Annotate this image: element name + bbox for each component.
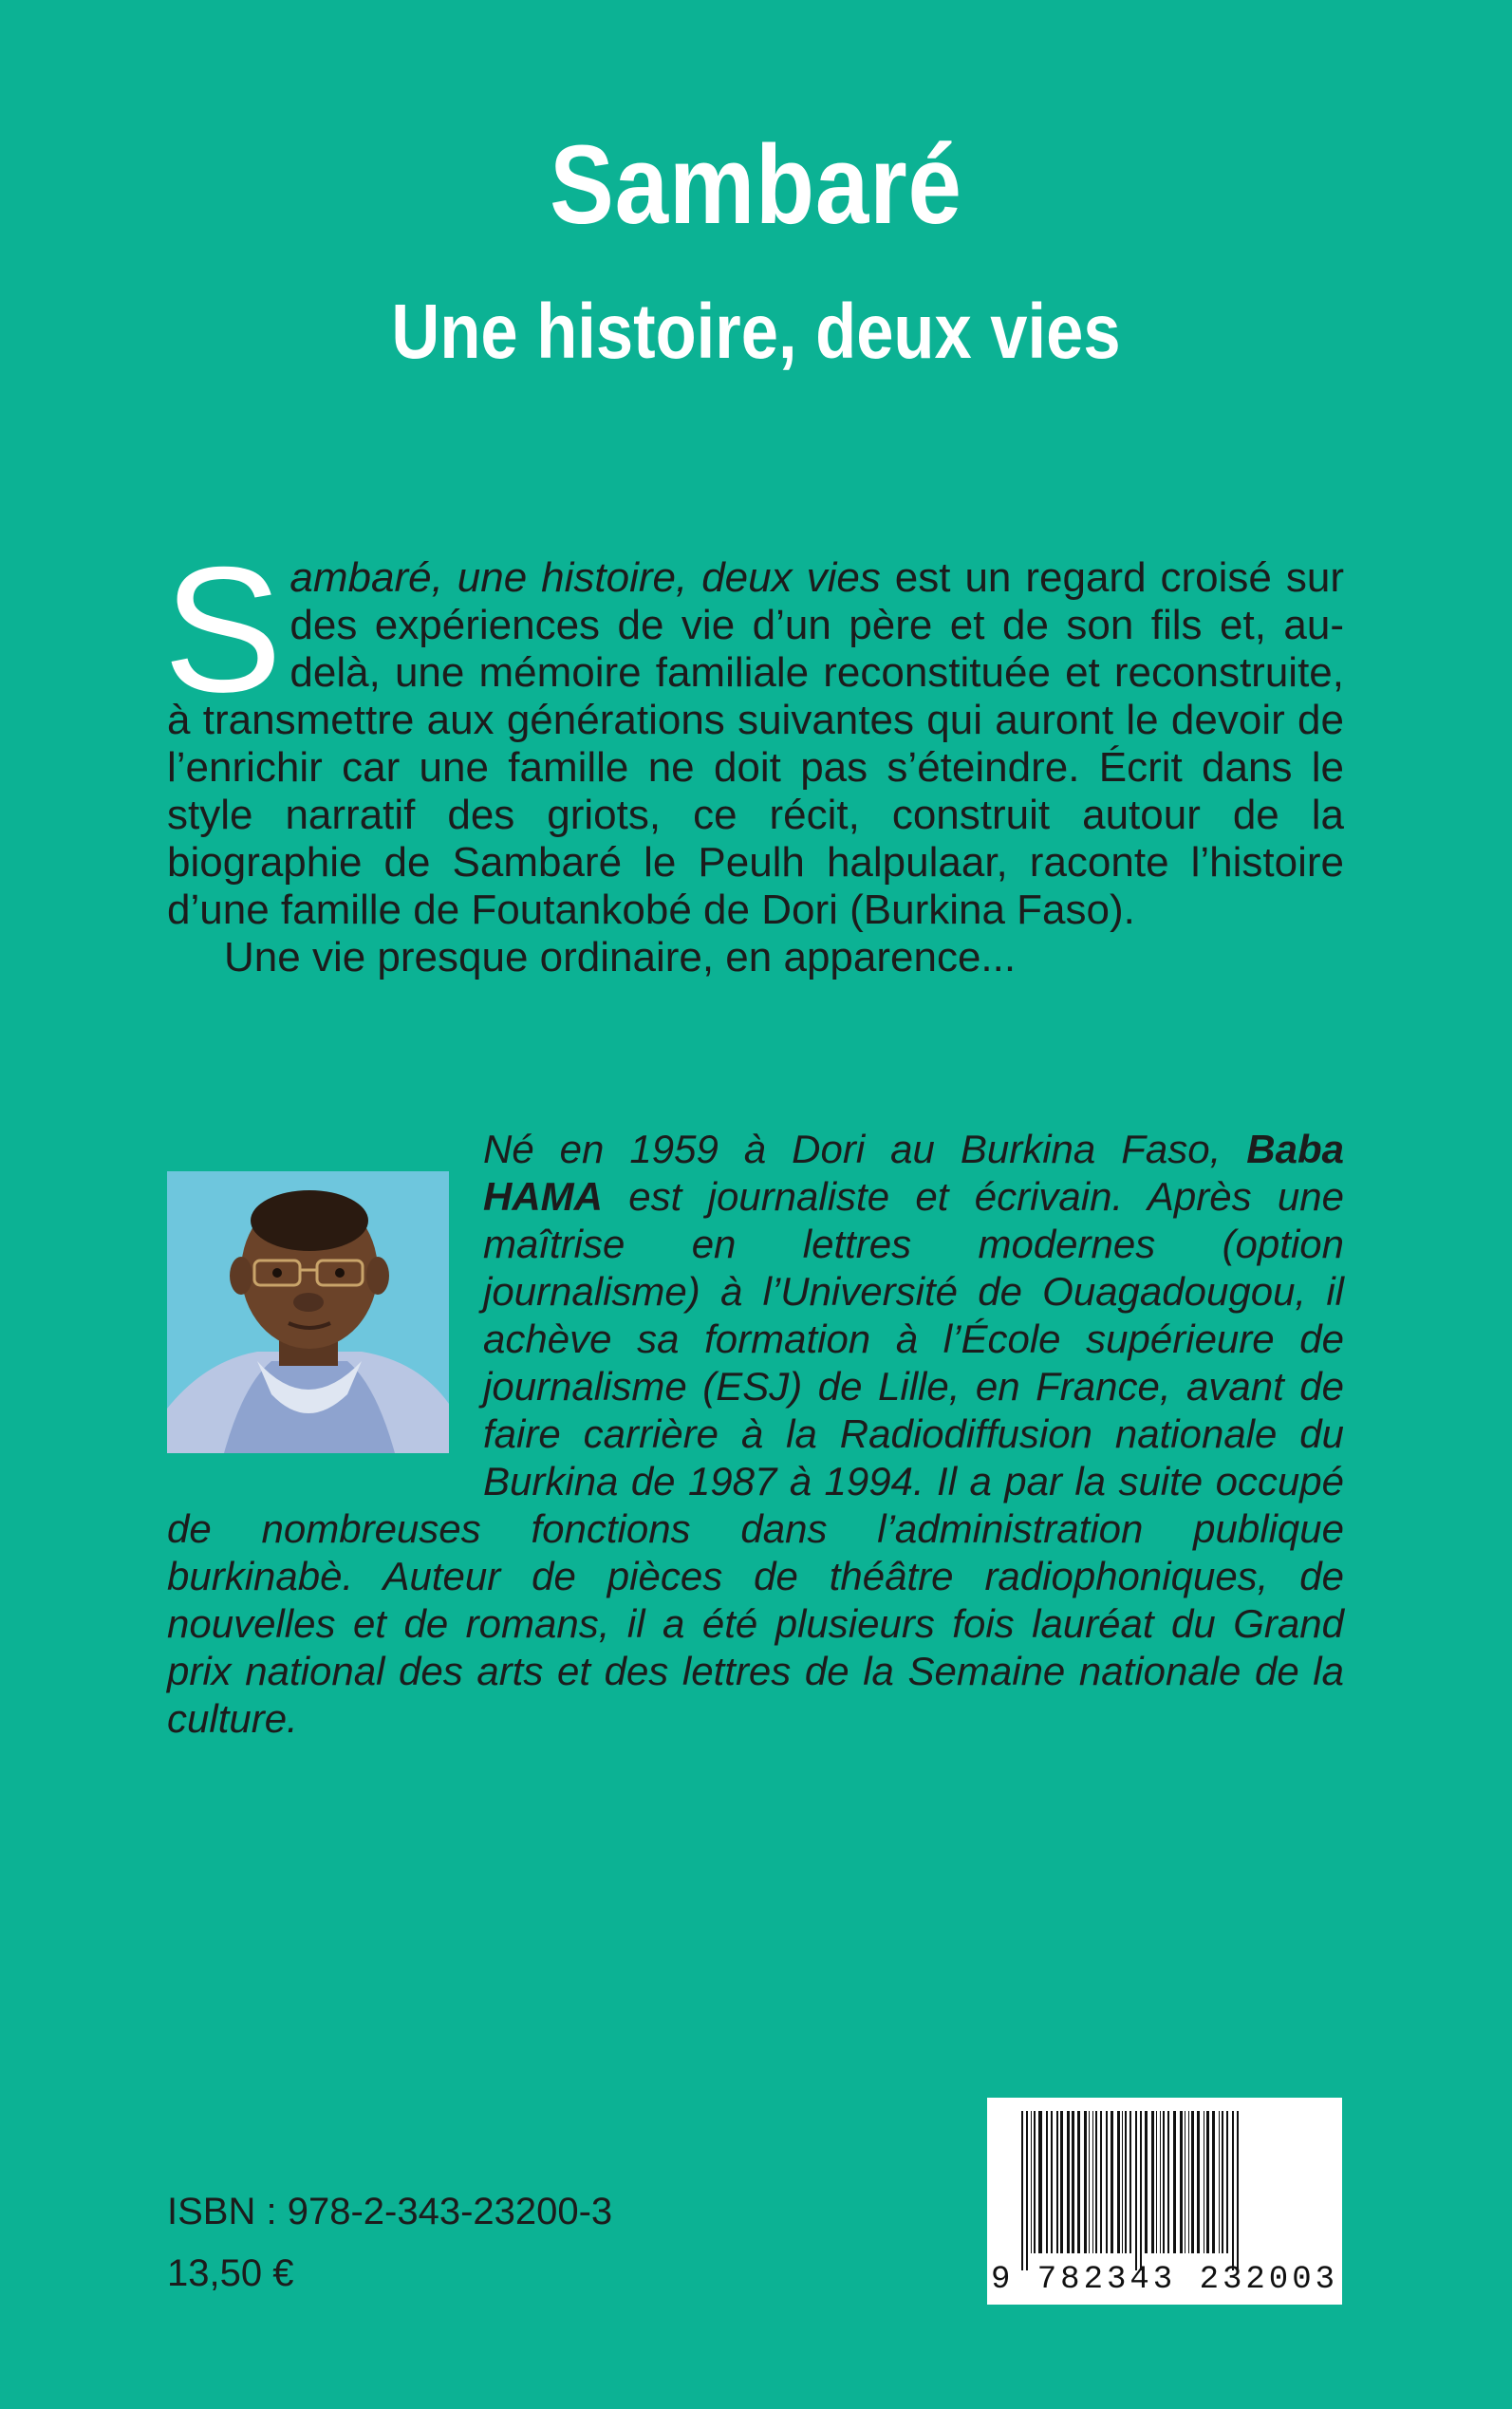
- barcode-guard-bar: [1140, 2111, 1142, 2270]
- barcode-bar: [1095, 2111, 1097, 2253]
- barcode-guard-bar: [1232, 2111, 1234, 2270]
- barcode-bar: [1038, 2111, 1042, 2253]
- barcode-guard-bar: [1135, 2111, 1137, 2270]
- synopsis-body: est un regard croisé sur des expériences de vie d’un père et de son fils et, au-delà, une mémoire familiale reconstituée et reconstruite, à transmettre aux générations suivantes qui auront le devoir de l’enrichir car une famille ne doit pas s’éteindre. Écrit dans le style narratif des griots, ce récit, construit autour de la biographie de Sambaré le Peulh halpulaar, raconte l’histoire d’une famille de Foutankobé de Dori (Burkina Faso).: [167, 554, 1344, 933]
- synopsis-paragraph: [163, 530, 1344, 934]
- barcode-bar: [1122, 2111, 1123, 2253]
- barcode-bar: [1226, 2111, 1228, 2253]
- barcode-bar: [1117, 2111, 1120, 2253]
- barcode-guard-bar: [1021, 2111, 1023, 2270]
- author-bio-text: est journaliste et écrivain. Après une maîtrise en lettres modernes (option journalisme) à l’Université de Ouagadougou, il achève sa formation à l’École supérieure de journalisme (ESJ) de Lille, en France, avant de faire carrière à la Radiodiffusion nationale du Burkina de 1987 à 1994. Il a par la suite occupé de nombreuses fonctions dans l’administration publique burkinabè. Auteur de pièces de théâtre radiophoniques, de nouvelles et de romans, il a été plusieurs fois lauréat du Grand prix national des arts et des lettres de la Semaine nationale de la culture.: [167, 1174, 1344, 1741]
- barcode-bar: [1160, 2111, 1161, 2253]
- barcode-bar: [1060, 2111, 1063, 2253]
- barcode-guard-bar: [1026, 2111, 1028, 2270]
- synopsis: [163, 530, 1344, 981]
- barcode-bar: [1125, 2111, 1127, 2253]
- barcode-bar: [1067, 2111, 1070, 2253]
- barcode-bar: [1163, 2111, 1165, 2253]
- book-title: Sambaré: [550, 122, 962, 248]
- barcode-bar: [1156, 2111, 1157, 2253]
- barcode-bar: [1077, 2111, 1080, 2253]
- barcode-bar: [1092, 2111, 1093, 2253]
- barcode-bar: [1222, 2111, 1223, 2253]
- barcode-bar: [1167, 2111, 1169, 2253]
- synopsis-italic-lead: ambaré, une histoire, deux vies: [289, 554, 881, 601]
- barcode-bar: [1084, 2111, 1087, 2253]
- barcode-bar: [1129, 2111, 1131, 2253]
- barcode-digits: 9 782343 232003: [990, 2262, 1339, 2298]
- barcode-bar: [1180, 2111, 1183, 2253]
- barcode-bar: [1034, 2111, 1036, 2253]
- barcode-bar: [1100, 2111, 1102, 2253]
- barcode-bar: [1206, 2111, 1209, 2253]
- barcode-bar: [1191, 2111, 1194, 2253]
- barcode-bar: [1089, 2111, 1090, 2253]
- barcode-bar: [1212, 2111, 1215, 2253]
- author-bio: [167, 1126, 1344, 1743]
- barcode-bar: [1111, 2111, 1113, 2253]
- barcode-bar: [1046, 2111, 1048, 2253]
- barcode-bar: [1145, 2111, 1148, 2253]
- author-photo: [167, 1171, 449, 1453]
- barcode-bar: [1173, 2111, 1176, 2253]
- barcode-bar: [1188, 2111, 1189, 2253]
- barcode-bar: [1031, 2111, 1032, 2253]
- book-subtitle: Une histoire, deux vies: [391, 289, 1121, 375]
- author-bio-intro: Né en 1959 à Dori au Burkina Faso,: [483, 1127, 1247, 1171]
- barcode-bar: [1106, 2111, 1108, 2253]
- barcode-guard-bar: [1237, 2111, 1239, 2270]
- author-portrait-icon: [167, 1171, 449, 1453]
- author-name: Baba HAMA: [483, 1127, 1344, 1219]
- barcode-bar: [1056, 2111, 1058, 2253]
- barcode-bar: [1051, 2111, 1053, 2253]
- isbn: ISBN : 978-2-343-23200-3: [167, 2191, 613, 2232]
- barcode-bar: [1197, 2111, 1200, 2253]
- barcode-bar: [1072, 2111, 1074, 2253]
- barcode-bar: [1219, 2111, 1220, 2253]
- drop-cap: S: [163, 530, 283, 729]
- barcode-bar: [1151, 2111, 1154, 2253]
- barcode: [987, 2098, 1342, 2305]
- price: 13,50 €: [167, 2252, 294, 2294]
- synopsis-closing: Une vie presque ordinaire, en apparence...: [224, 934, 1017, 980]
